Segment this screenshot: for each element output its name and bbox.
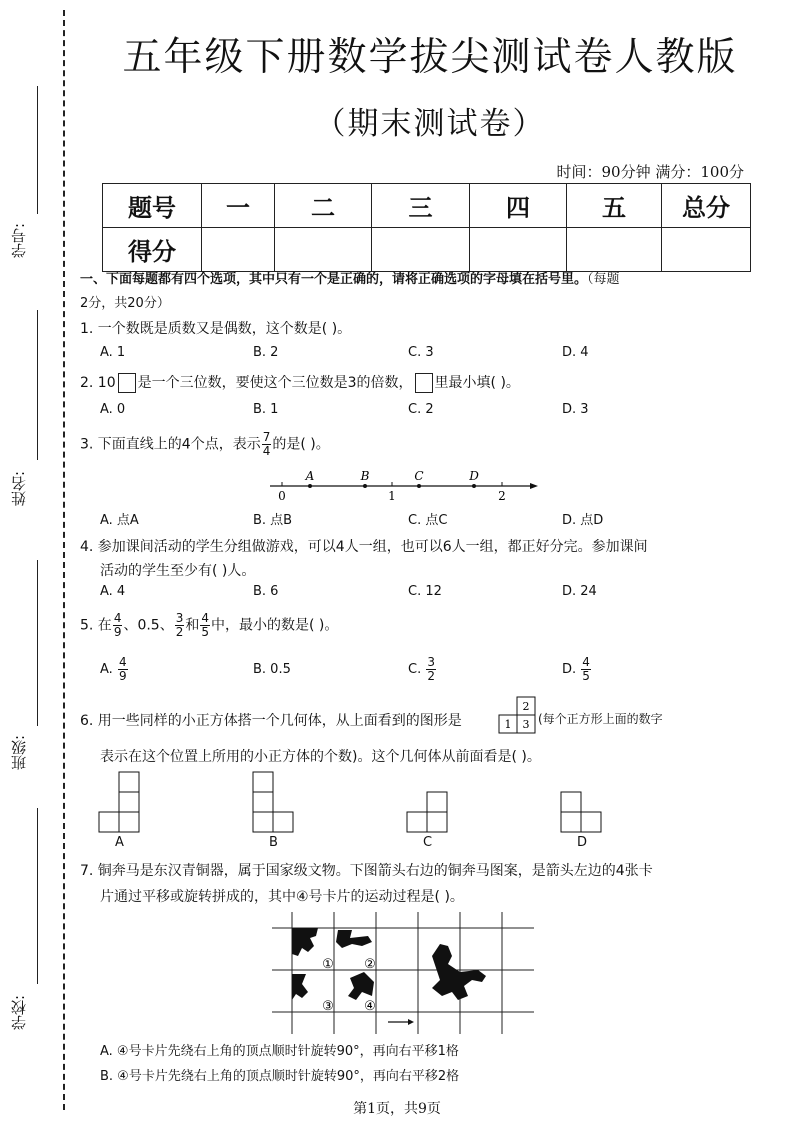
binding-dashed-line — [63, 10, 65, 1110]
q4-option-c[interactable]: C. 12 — [408, 584, 442, 599]
section-1-note: （每题 — [587, 272, 620, 287]
q2-option-d[interactable]: D. 3 — [562, 402, 589, 417]
q3-point-b-label: B — [360, 469, 370, 483]
q3-option-a[interactable]: A. 点A — [100, 513, 139, 528]
q4-option-d[interactable]: D. 24 — [562, 584, 597, 599]
q3-option-d[interactable]: D. 点D — [562, 513, 604, 528]
q5-option-b[interactable]: B. 0.5 — [253, 662, 291, 677]
xuehao-line — [37, 86, 38, 214]
question-3 — [80, 431, 330, 458]
q3-option-b[interactable]: B. 点B — [253, 513, 293, 528]
score-header: 题号 — [103, 184, 202, 228]
q2-pre: 2. 10 — [80, 375, 116, 391]
q6-caption-d: D — [577, 835, 588, 850]
xingming-line — [37, 310, 38, 460]
q2-option-c[interactable]: C. 2 — [408, 402, 434, 417]
question-5: 5. 在 $\frac{4}{9}$ 、0.5、 $\frac{3}{2}$ 和 $\frac{4}{5}$ 中，最小的数是( )。 — [80, 611, 339, 639]
q3-fraction: $\frac{7}{4}$ — [262, 430, 271, 458]
q6-caption-c: C — [423, 835, 433, 850]
q4-option-a[interactable]: A. 4 — [100, 584, 126, 599]
score-row-label: 得分 — [103, 228, 202, 272]
q5-option-a[interactable]: A. $\frac{4}{9}$ — [100, 655, 127, 683]
question-4-line-2: 活动的学生至少有( )人。 — [100, 563, 256, 579]
q6-top-view-grid — [498, 696, 538, 736]
q1-option-b[interactable]: B. 2 — [253, 345, 279, 360]
q3-pre: 3. 下面直线上的4个点，表示 — [80, 436, 261, 453]
q3-tick-0: 0 — [278, 489, 286, 503]
q1-option-d[interactable]: D. 4 — [562, 345, 589, 360]
q3-tick-2: 2 — [498, 489, 506, 503]
xuehao-label: 学号: — [10, 222, 28, 258]
score-header: 三 — [372, 184, 470, 228]
banji-label: 班级: — [10, 734, 28, 770]
q6-option-a-figure[interactable] — [98, 771, 142, 833]
q3-option-c[interactable]: C. 点C — [408, 513, 448, 528]
q2-option-a[interactable]: A. 0 — [100, 402, 126, 417]
bronze-horse-shape — [432, 944, 486, 1000]
q5-option-c[interactable]: C. $\frac{3}{2}$ — [408, 655, 435, 683]
question-7-line-2: 片通过平移或旋转拼成的，其中④号卡片的运动过程是( )。 — [100, 889, 464, 905]
question-6-note: (每个正方形上面的数字 — [538, 712, 663, 726]
q5-option-d[interactable]: D. $\frac{4}{5}$ — [562, 655, 590, 683]
score-header: 总分 — [662, 184, 751, 228]
svg-text:2: 2 — [522, 700, 530, 713]
card-4-label: ④ — [364, 999, 376, 1014]
q1-option-c[interactable]: C. 3 — [408, 345, 434, 360]
score-cell[interactable] — [470, 228, 567, 272]
banji-line — [37, 560, 38, 726]
q6-option-c-figure[interactable] — [406, 791, 450, 833]
q3-number-line — [262, 466, 542, 506]
score-header: 五 — [567, 184, 662, 228]
exam-meta: 时间：90分钟 满分：100分 — [556, 163, 744, 181]
score-cell[interactable] — [202, 228, 275, 272]
q3-post: 的是( )。 — [272, 436, 330, 453]
card-2-shape — [336, 930, 372, 948]
svg-text:3: 3 — [522, 718, 530, 731]
xingming-label: 姓名: — [10, 470, 28, 506]
q7-card-grid — [272, 912, 534, 1034]
q7-option-a[interactable]: A. ④号卡片先绕右上角的顶点顺时针旋转90°，再向右平移1格 — [100, 1044, 459, 1059]
section-1-title: 一、下面每题都有四个选项，其中只有一个是正确的，请将正确选项的字母填在括号里。 — [80, 272, 588, 287]
score-cell[interactable] — [567, 228, 662, 272]
score-table — [102, 183, 751, 272]
question-6-line-2: 表示在这个位置上所用的小正方体的个数)。这个几何体从前面看是( )。 — [100, 749, 541, 765]
q7-option-b[interactable]: B. ④号卡片先绕右上角的顶点顺时针旋转90°，再向右平移2格 — [100, 1069, 460, 1084]
score-cell[interactable] — [662, 228, 751, 272]
q6-option-d-figure[interactable] — [560, 791, 604, 833]
score-cell[interactable] — [275, 228, 372, 272]
card-3-label: ③ — [322, 999, 334, 1014]
question-7-line-1: 7. 铜奔马是东汉青铜器，属于国家级文物。下图箭头右边的铜奔马图案，是箭头左边的4张卡 — [80, 863, 653, 879]
q3-point-a-label: A — [305, 469, 315, 483]
xuexiao-label: 学校: — [10, 994, 28, 1030]
page-footer: 第1页，共9页 — [353, 1101, 441, 1117]
q2-blank-box-2[interactable] — [415, 373, 433, 393]
q3-tick-1: 1 — [388, 489, 396, 503]
q3-point-d-label: D — [469, 469, 479, 483]
score-header: 二 — [275, 184, 372, 228]
score-header-row — [103, 184, 751, 228]
q6-caption-a: A — [115, 835, 124, 850]
card-1-label: ① — [322, 957, 334, 972]
score-header: 四 — [470, 184, 567, 228]
page-subtitle: （期末测试卷） — [314, 106, 546, 142]
card-2-label: ② — [364, 957, 376, 972]
score-header: 一 — [202, 184, 275, 228]
svg-text:1: 1 — [504, 718, 512, 731]
question-1: 1. 一个数既是质数又是偶数，这个数是( )。 — [80, 321, 352, 337]
q1-option-a[interactable]: A. 1 — [100, 345, 126, 360]
page-title: 五年级下册数学拔尖测试卷人教版 — [122, 35, 738, 80]
card-4-shape — [348, 972, 374, 1000]
score-row — [103, 228, 751, 272]
q2-mid: 是一个三位数，要使这个三位数是3的倍数， — [137, 375, 413, 391]
section-1-note-2: 2分，共20分） — [80, 296, 170, 311]
q6-caption-b: B — [269, 835, 278, 850]
card-3-shape — [292, 974, 308, 1000]
q2-post: 里最小填( )。 — [434, 375, 520, 391]
q6-option-b-figure[interactable] — [252, 771, 316, 833]
question-4-line-1: 4. 参加课间活动的学生分组做游戏，可以4人一组，也可以6人一组，都正好分完。参加课间 — [80, 539, 648, 555]
xuexiao-line — [37, 808, 38, 984]
card-1-shape — [292, 928, 318, 956]
q4-option-b[interactable]: B. 6 — [253, 584, 279, 599]
question-6: 6. 用一些同样的小正方体搭一个几何体，从上面看到的图形是 — [80, 713, 462, 729]
question-2 — [80, 372, 520, 393]
q3-point-c-label: C — [414, 469, 424, 483]
q2-blank-box[interactable] — [118, 373, 136, 393]
q2-option-b[interactable]: B. 1 — [253, 402, 279, 417]
score-cell[interactable] — [372, 228, 470, 272]
section-1-heading — [80, 268, 720, 316]
